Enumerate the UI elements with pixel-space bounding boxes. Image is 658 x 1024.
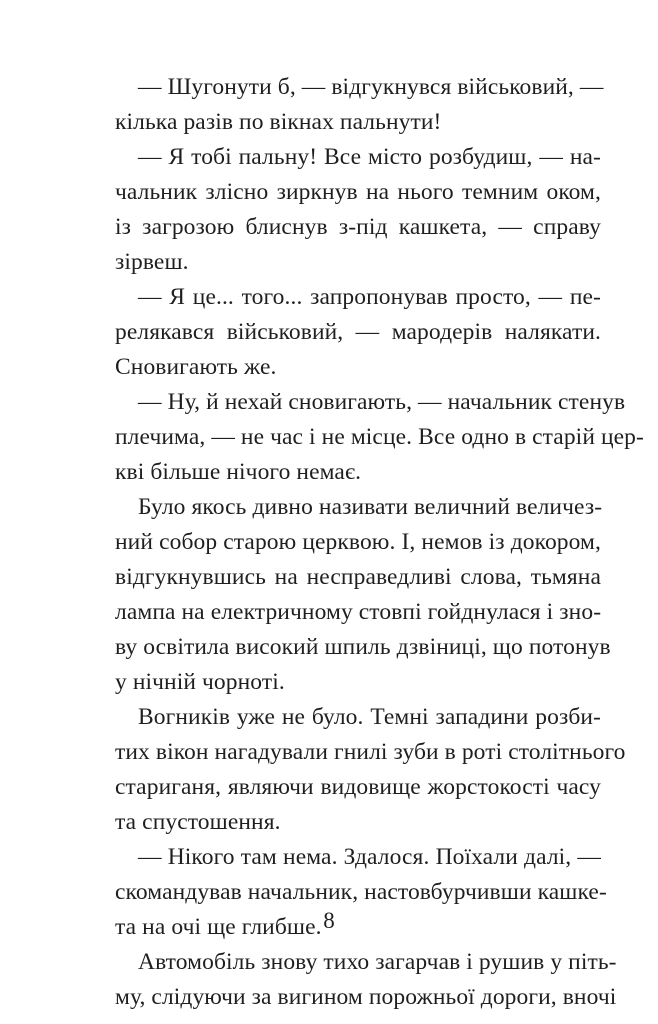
text-line: — Нікого там нема. Здалося. Поїхали далі, — [138, 844, 601, 870]
text-line: кілька разів по вікнах пальнути! [115, 109, 442, 135]
text-line: тих вікон нагадували гнилі зуби в роті столітнього [115, 739, 626, 765]
text-line: лампа на електричному стовпі гойднулася і зно- [115, 599, 602, 625]
text-line: відгукнувшись на несправедливі слова, тьмяна [115, 564, 601, 590]
text-line: кві більше нічого немає. [115, 459, 362, 485]
text-line: у нічній чорноті. [115, 669, 285, 695]
text-line: чальник злісно зиркнув на нього темним оком, [115, 179, 601, 205]
page-number: 8 [323, 908, 335, 933]
text-line: зірвеш. [115, 249, 189, 275]
text-line: ву освітила високий шпиль дзвіниці, що потонув [115, 634, 611, 660]
text-line: — Шугонути б, — відгукнувся військовий, — [138, 74, 604, 100]
text-line: та спустошення. [115, 809, 281, 835]
text-line: — Я тобі пальну! Все місто розбудиш, — на- [138, 144, 601, 170]
text-line: скомандував начальник, настовбурчивши кашке- [115, 879, 607, 905]
text-line: му, слідуючи за вигином порожньої дороги, вночі [115, 984, 617, 1010]
text-line: Було якось дивно називати величний величез- [138, 494, 603, 520]
text-line: ний собор старою церквою. І, немов із докором, [115, 529, 601, 555]
text-line: релякався військовий, — мародерів налякати. [115, 319, 601, 345]
text-line: Вогників уже не було. Темні западини розби- [138, 704, 601, 730]
text-line: — Ну, й нехай сновигають, — начальник стенув [138, 389, 626, 415]
body-text [115, 70, 644, 1015]
text-line: Автомобіль знову тихо загарчав і рушив у піть- [138, 949, 617, 975]
text-line: Сновигають же. [115, 354, 277, 380]
text-line: — Я це... того... запропонував просто, — пе- [138, 284, 601, 310]
text-line: із загрозою блиснув з-під кашкета, — справу [115, 214, 601, 240]
text-line: та на очі ще глибше. [115, 914, 322, 940]
text-line: стариганя, являючи видовище жорстокості часу [115, 774, 601, 800]
text-line: плечима, — не час і не місце. Все одно в старій цер- [115, 424, 644, 450]
